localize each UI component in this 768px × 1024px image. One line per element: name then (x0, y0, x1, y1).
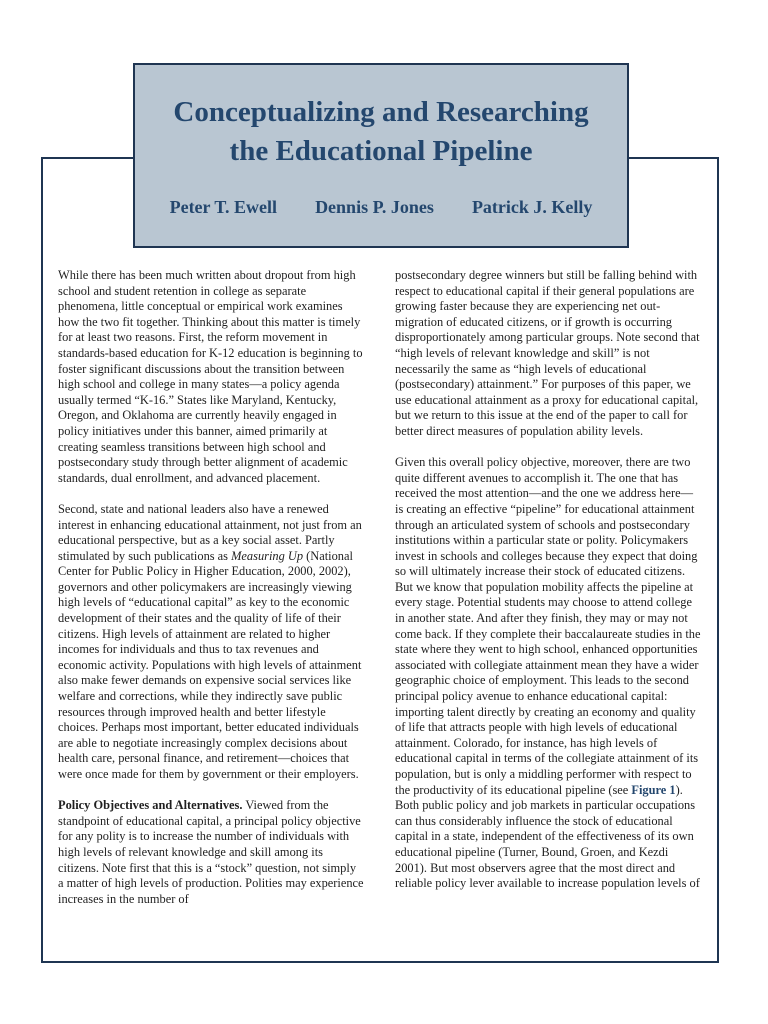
paragraph-text: Second, state and national leaders also have a renewed interest in enhancing educational attainment, not just from an educational perspective, but as a key social asset. Partly stimulated by such publications as (58, 501, 362, 563)
author-name: Dennis P. Jones (315, 197, 434, 217)
paragraph (395, 455, 701, 892)
paragraph-text: Viewed from the standpoint of educational capital, a principal policy objective for any polity is to increase the number of individuals with high levels of relevant knowledge and skill among its citizens. Note first that this is a “stock” question, not simply a matter of high levels of production. Polities may experience increases in the number of (58, 798, 364, 906)
left-column (58, 268, 364, 923)
title-box (133, 63, 629, 248)
paragraph-text: Given this overall policy objective, moreover, there are two quite different avenues to accomplish it. The one that has received the most attention—and the one we address here—is creating an effective “pipeline” for educational attainment through an articulated system of schools and postsecondary institutions within a particular state or polity. Policymakers invest in schools and colleges because they expect that doing so will ultimately increase their stock of educated citizens. But we know that population mobility affects the pipeline at every stage. Potential students may choose to attend college in another state. And after they finish, they may or may not come back. If they complete their baccalaureate studies in the state where they went to high school, enhanced opportunities associated with collegiate attainment mean they have a wider geographic choice of employment. This leads to the second principal policy avenue to enhance educational capital: importing talent directly by creating an economy and quality of life that attracts people with high levels of educational attainment. Colorado, for instance, has high levels of educational capital in terms of the collegiate attainment of its population, but is only a middling performer with respect to the productivity of its educational pipeline (see (395, 455, 701, 797)
right-column (395, 268, 701, 907)
paragraph: While there has been much written about dropout from high school and student retention in college as separate phenomena, little conceptual or empirical work examines how the two fit together. Thinking about this matter is timely for at least two reasons. First, the reform movement in standards-based education for K-12 education is beginning to foster significant discussions about the transition between high school and college in many states—a policy agenda usually termed “K-16.” States like Maryland, Kentucky, Oregon, and Oklahoma are currently heavily engaged in policy initiatives under this banner, aimed primarily at creating seamless transitions between high school and postsecondary study through better alignment of academic standards, dual enrollment, and advanced placement. (58, 268, 363, 485)
figure-reference-link[interactable]: Figure 1 (631, 782, 676, 797)
article-title (135, 93, 627, 171)
author-list (135, 197, 627, 218)
publication-title: Measuring Up (231, 548, 304, 563)
section-run-in-heading: Policy Objectives and Alternatives. (58, 798, 243, 813)
paragraph-text: (National Center for Public Policy in Higher Education, 2000, 2002), governors and other policymakers are increasingly viewing high levels of “educational capital” as key to the economic development of their states and the quality of life of their citizens. High levels of attainment are related to higher incomes for individuals and thus to tax revenues and economic activity. Populations with high levels of attainment also make fewer demands on expensive social services like welfare and corrections, while they indirectly save public resources through improved health and better lifestyle choices. Perhaps most important, better educated individuals are able to negotiate increasingly complex decisions about health care, personal finance, and retirement—choices that were once made for them by government or their employers. (58, 548, 362, 781)
author-name: Peter T. Ewell (169, 197, 278, 217)
title-line-2: the Educational Pipeline (229, 135, 533, 167)
paragraph (58, 502, 364, 783)
paragraph (58, 798, 364, 907)
paragraph: postsecondary degree winners but still be falling behind with respect to educational capital if their general populations are growing faster because they are experiencing net out-migration of educated citizens, or if growth is occurring disproportionately among particular groups. Note second that “high levels of relevant knowledge and skill” is not necessarily the same as “high levels of educational (postsecondary) attainment.” For purposes of this paper, we use educational attainment as a proxy for educational capital, but we return to this issue at the end of the paper to call for better direct measures of population ability levels. (395, 268, 700, 438)
title-line-1: Conceptualizing and Researching (173, 96, 589, 128)
paragraph-text: ). Both public policy and job markets in particular occupations can thus considerably influence the stock of educational capital in a state, independent of the effectiveness of its own educational pipeline (Turner, Bound, Groen, and Kezdi 2001). But most observers agree that the most direct and reliable policy lever available to increase population levels of (395, 782, 700, 891)
author-name: Patrick J. Kelly (471, 197, 593, 217)
